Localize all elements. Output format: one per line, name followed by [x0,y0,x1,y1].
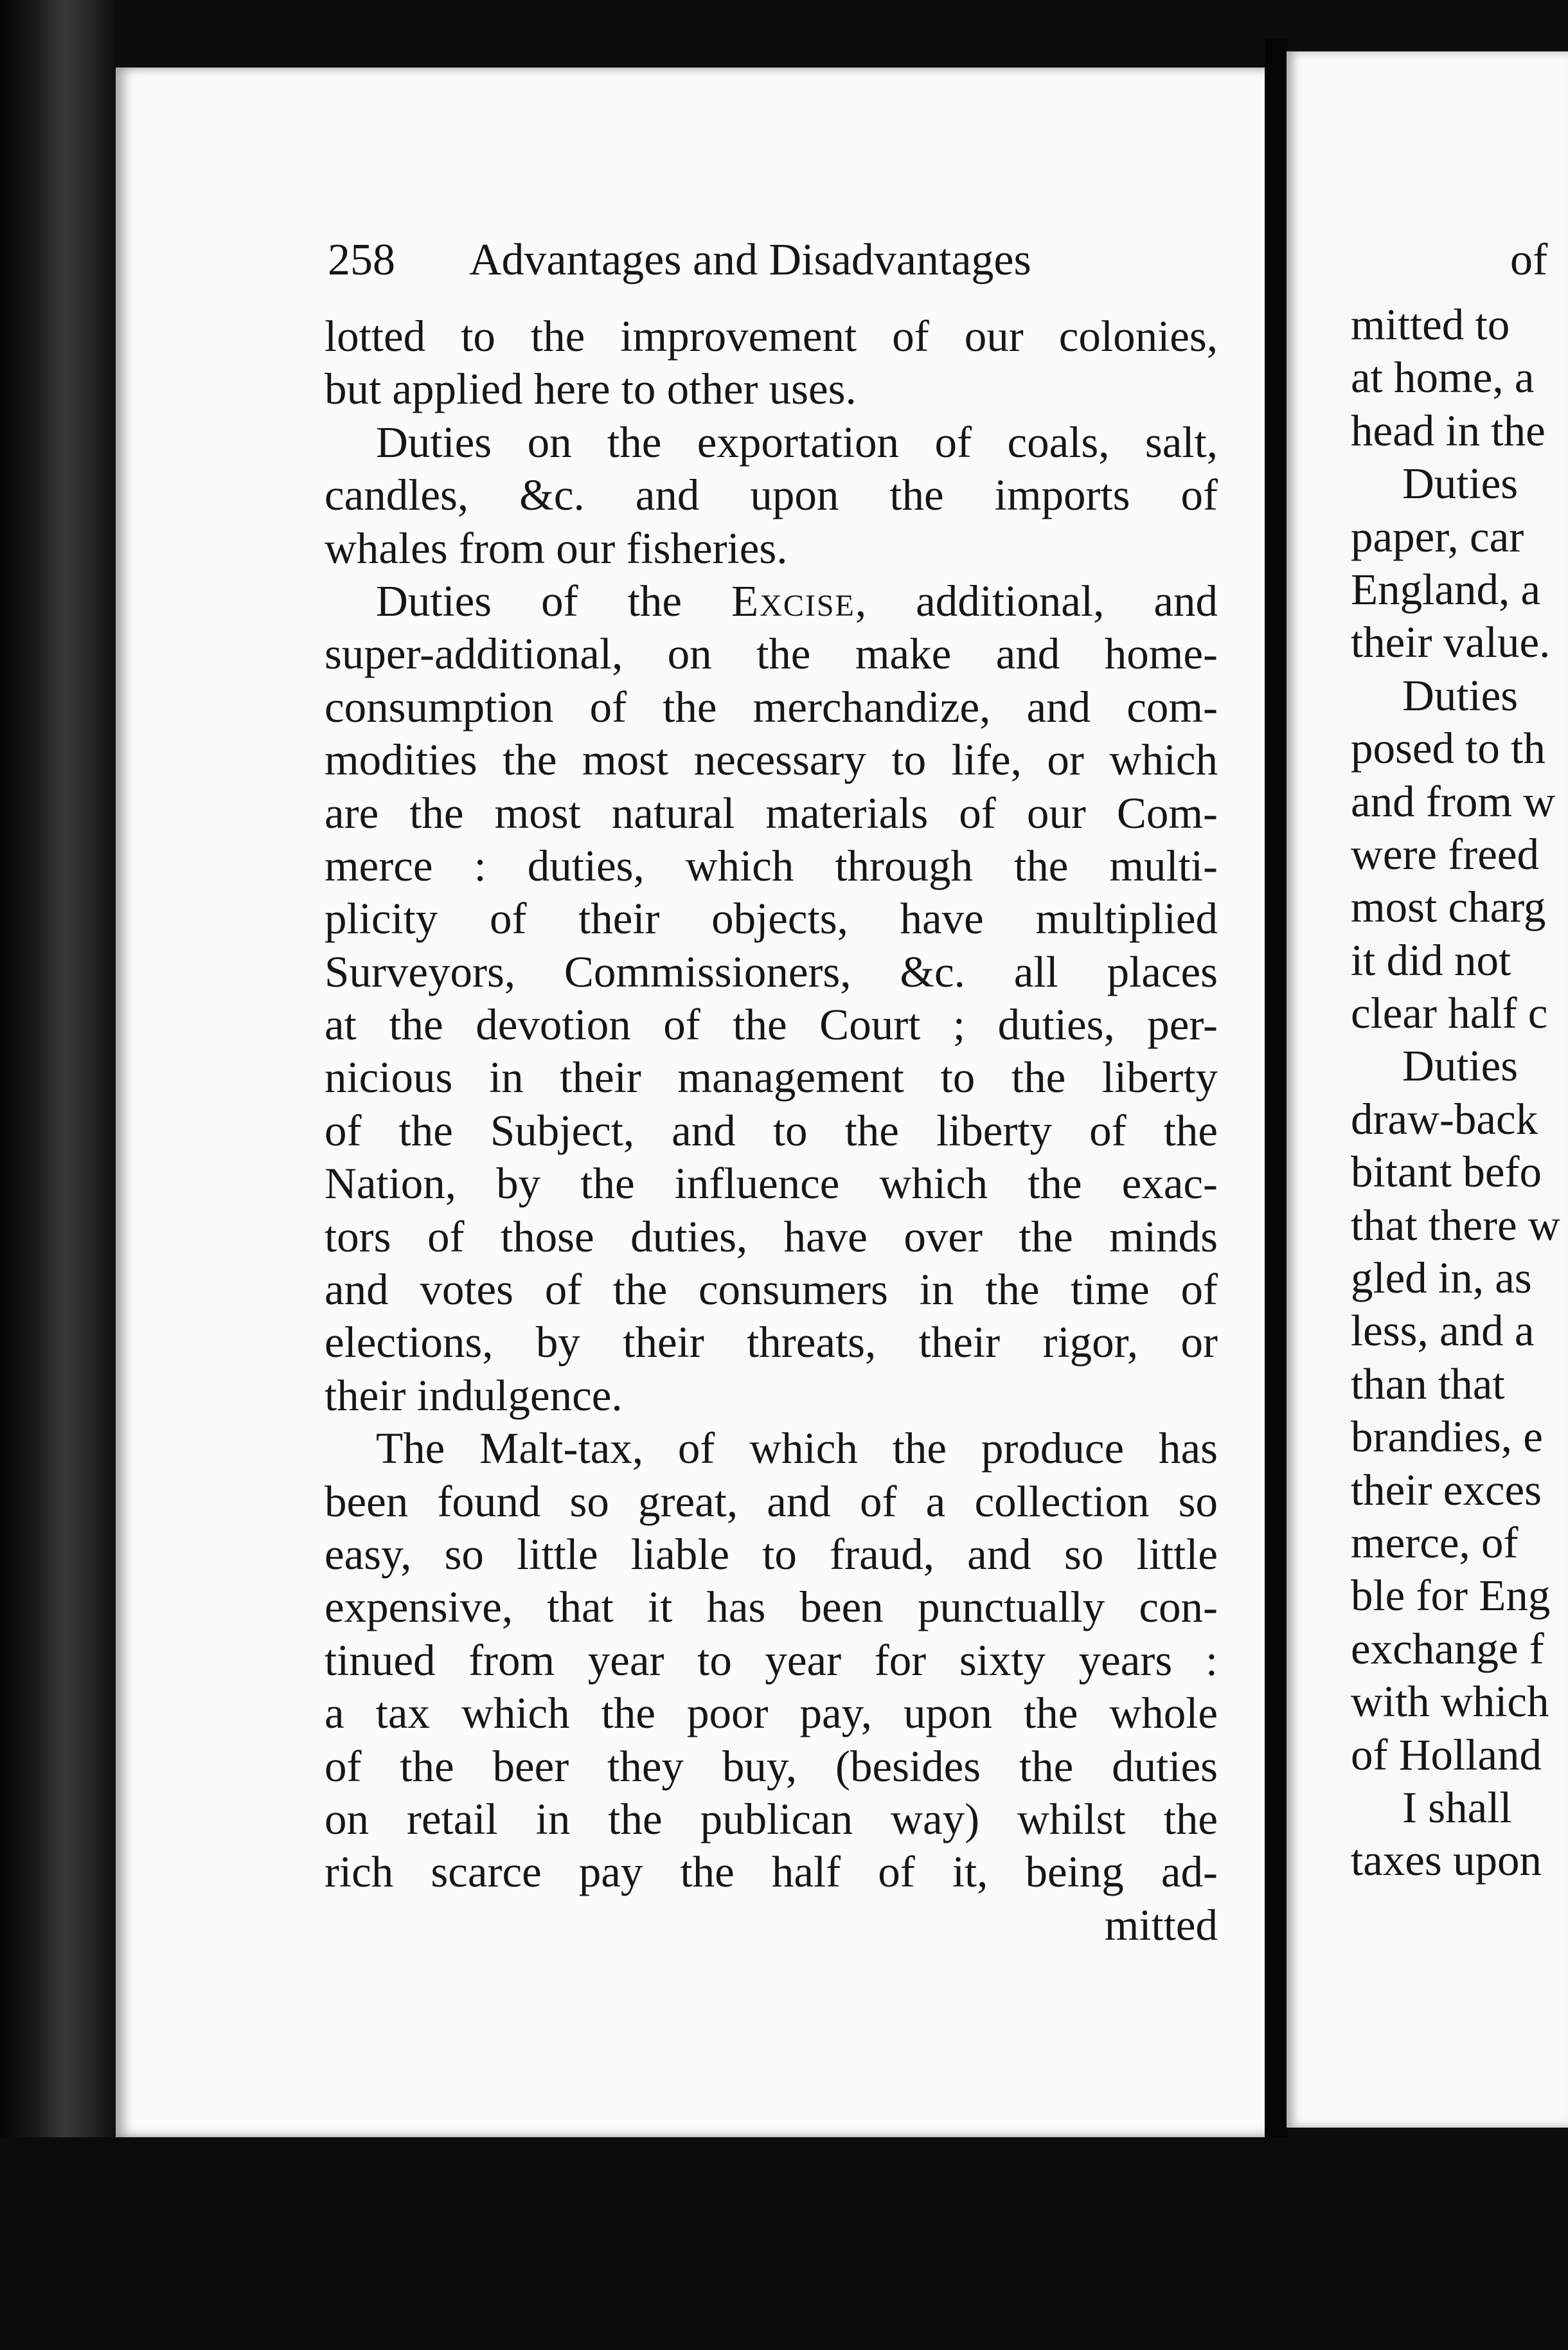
text-line: lotted to the improvement of our colonies, [325,312,1218,361]
text-line: brandies, e [1351,1412,1543,1462]
text-line: it did not [1351,935,1511,985]
text-line: whales from our fisheries. [325,523,788,573]
text-line: less, and a [1351,1306,1535,1356]
text-line: taxes upon [1351,1836,1542,1885]
text-line: I shall [1402,1782,1512,1832]
text-line: Duties on the exportation of coals, salt, [376,417,1218,467]
text-line: expensive, that it has been punctually con- [325,1583,1218,1632]
text-line: of the beer they buy, (besides the duties [325,1741,1218,1791]
catchword: mitted [1104,1900,1218,1950]
text-line: their indulgence. [325,1370,623,1420]
text-line: gled in, as [1351,1253,1532,1303]
text-line: consumption of the merchandize, and com- [325,682,1218,731]
text-line: Surveyors, Commissioners, &c. all places [325,947,1218,996]
text-line: were freed [1351,829,1540,879]
text-line: tinued from year to year for sixty years : [325,1635,1218,1685]
page-number: 258 [328,235,395,285]
text-line: candles, &c. and upon the imports of [325,471,1218,520]
text-line: bitant befo [1351,1147,1542,1197]
text-line: Duties [1402,459,1519,508]
scan-border-left [0,0,119,2350]
left-page-body [325,310,1218,1951]
text-line: at home, a [1351,353,1535,402]
scan-border-bottom [0,2137,1568,2350]
text-line: that there w [1351,1200,1560,1250]
text-line: exchange f [1351,1624,1544,1673]
book-gutter [1265,39,1288,2173]
text-line: of the Subject, and to the liberty of the [325,1106,1218,1155]
text-line: Duties [1402,670,1519,720]
text-line: super-additional, on the make and home- [325,629,1218,679]
text-line: than that [1351,1359,1505,1408]
text-line: mitted to [1351,300,1510,349]
text-line: elections, by their threats, their rigor, or [325,1318,1218,1367]
text-line: and votes of the consumers in the time of [325,1265,1218,1314]
text-line: tors of those duties, have over the minds [325,1212,1218,1261]
text-line: plicity of their objects, have multiplied [325,894,1218,944]
text-line: of Holland [1351,1730,1542,1779]
text-line: Nation, by the influence which the exac- [325,1159,1218,1208]
text-line: posed to th [1351,724,1546,773]
text-line: most charg [1351,883,1546,932]
text-line: merce : duties, which through the multi- [325,841,1218,890]
text-line: their exces [1351,1465,1542,1514]
text-line: a tax which the poor pay, upon the whole [325,1689,1218,1738]
text-line: and from w [1351,776,1556,826]
right-running-head-fragment: of [1510,235,1548,285]
text-line: been found so great, and of a collection so [325,1476,1218,1526]
text-line: Duties [1402,1041,1519,1091]
text-line: nicious in their management to the liberty [325,1053,1218,1102]
text-line: head in the [1351,406,1546,455]
text-line: The Malt-tax, of which the produce has [376,1424,1218,1473]
text-line: modities the most necessary to life, or which [325,735,1218,785]
text-line: England, a [1351,564,1541,614]
text-line: Duties of the Excise, additional, and [376,576,1218,625]
text-line: paper, car [1351,512,1524,561]
text-line: with which [1351,1677,1549,1727]
right-page-body [1351,298,1568,1887]
text-line: draw-back [1351,1094,1538,1144]
text-line: rich scarce pay the half of it, being ad- [325,1847,1218,1897]
text-line: their value. [1351,618,1551,667]
text-line: but applied here to other uses. [325,364,857,414]
running-title: Advantages and Disadvantages [469,235,1031,285]
text-line: merce, of [1351,1518,1519,1567]
text-line: ble for Eng [1351,1571,1551,1620]
text-line: on retail in the publican way) whilst the [325,1794,1218,1843]
running-head [328,231,1221,289]
text-line: are the most natural materials of our Com- [325,788,1218,838]
excise-smallcaps: Excise [731,576,855,625]
text-line: easy, so little liable to fraud, and so little [325,1529,1218,1579]
text-line: at the devotion of the Court ; duties, per- [325,1000,1218,1050]
text-line: clear half c [1351,989,1548,1038]
